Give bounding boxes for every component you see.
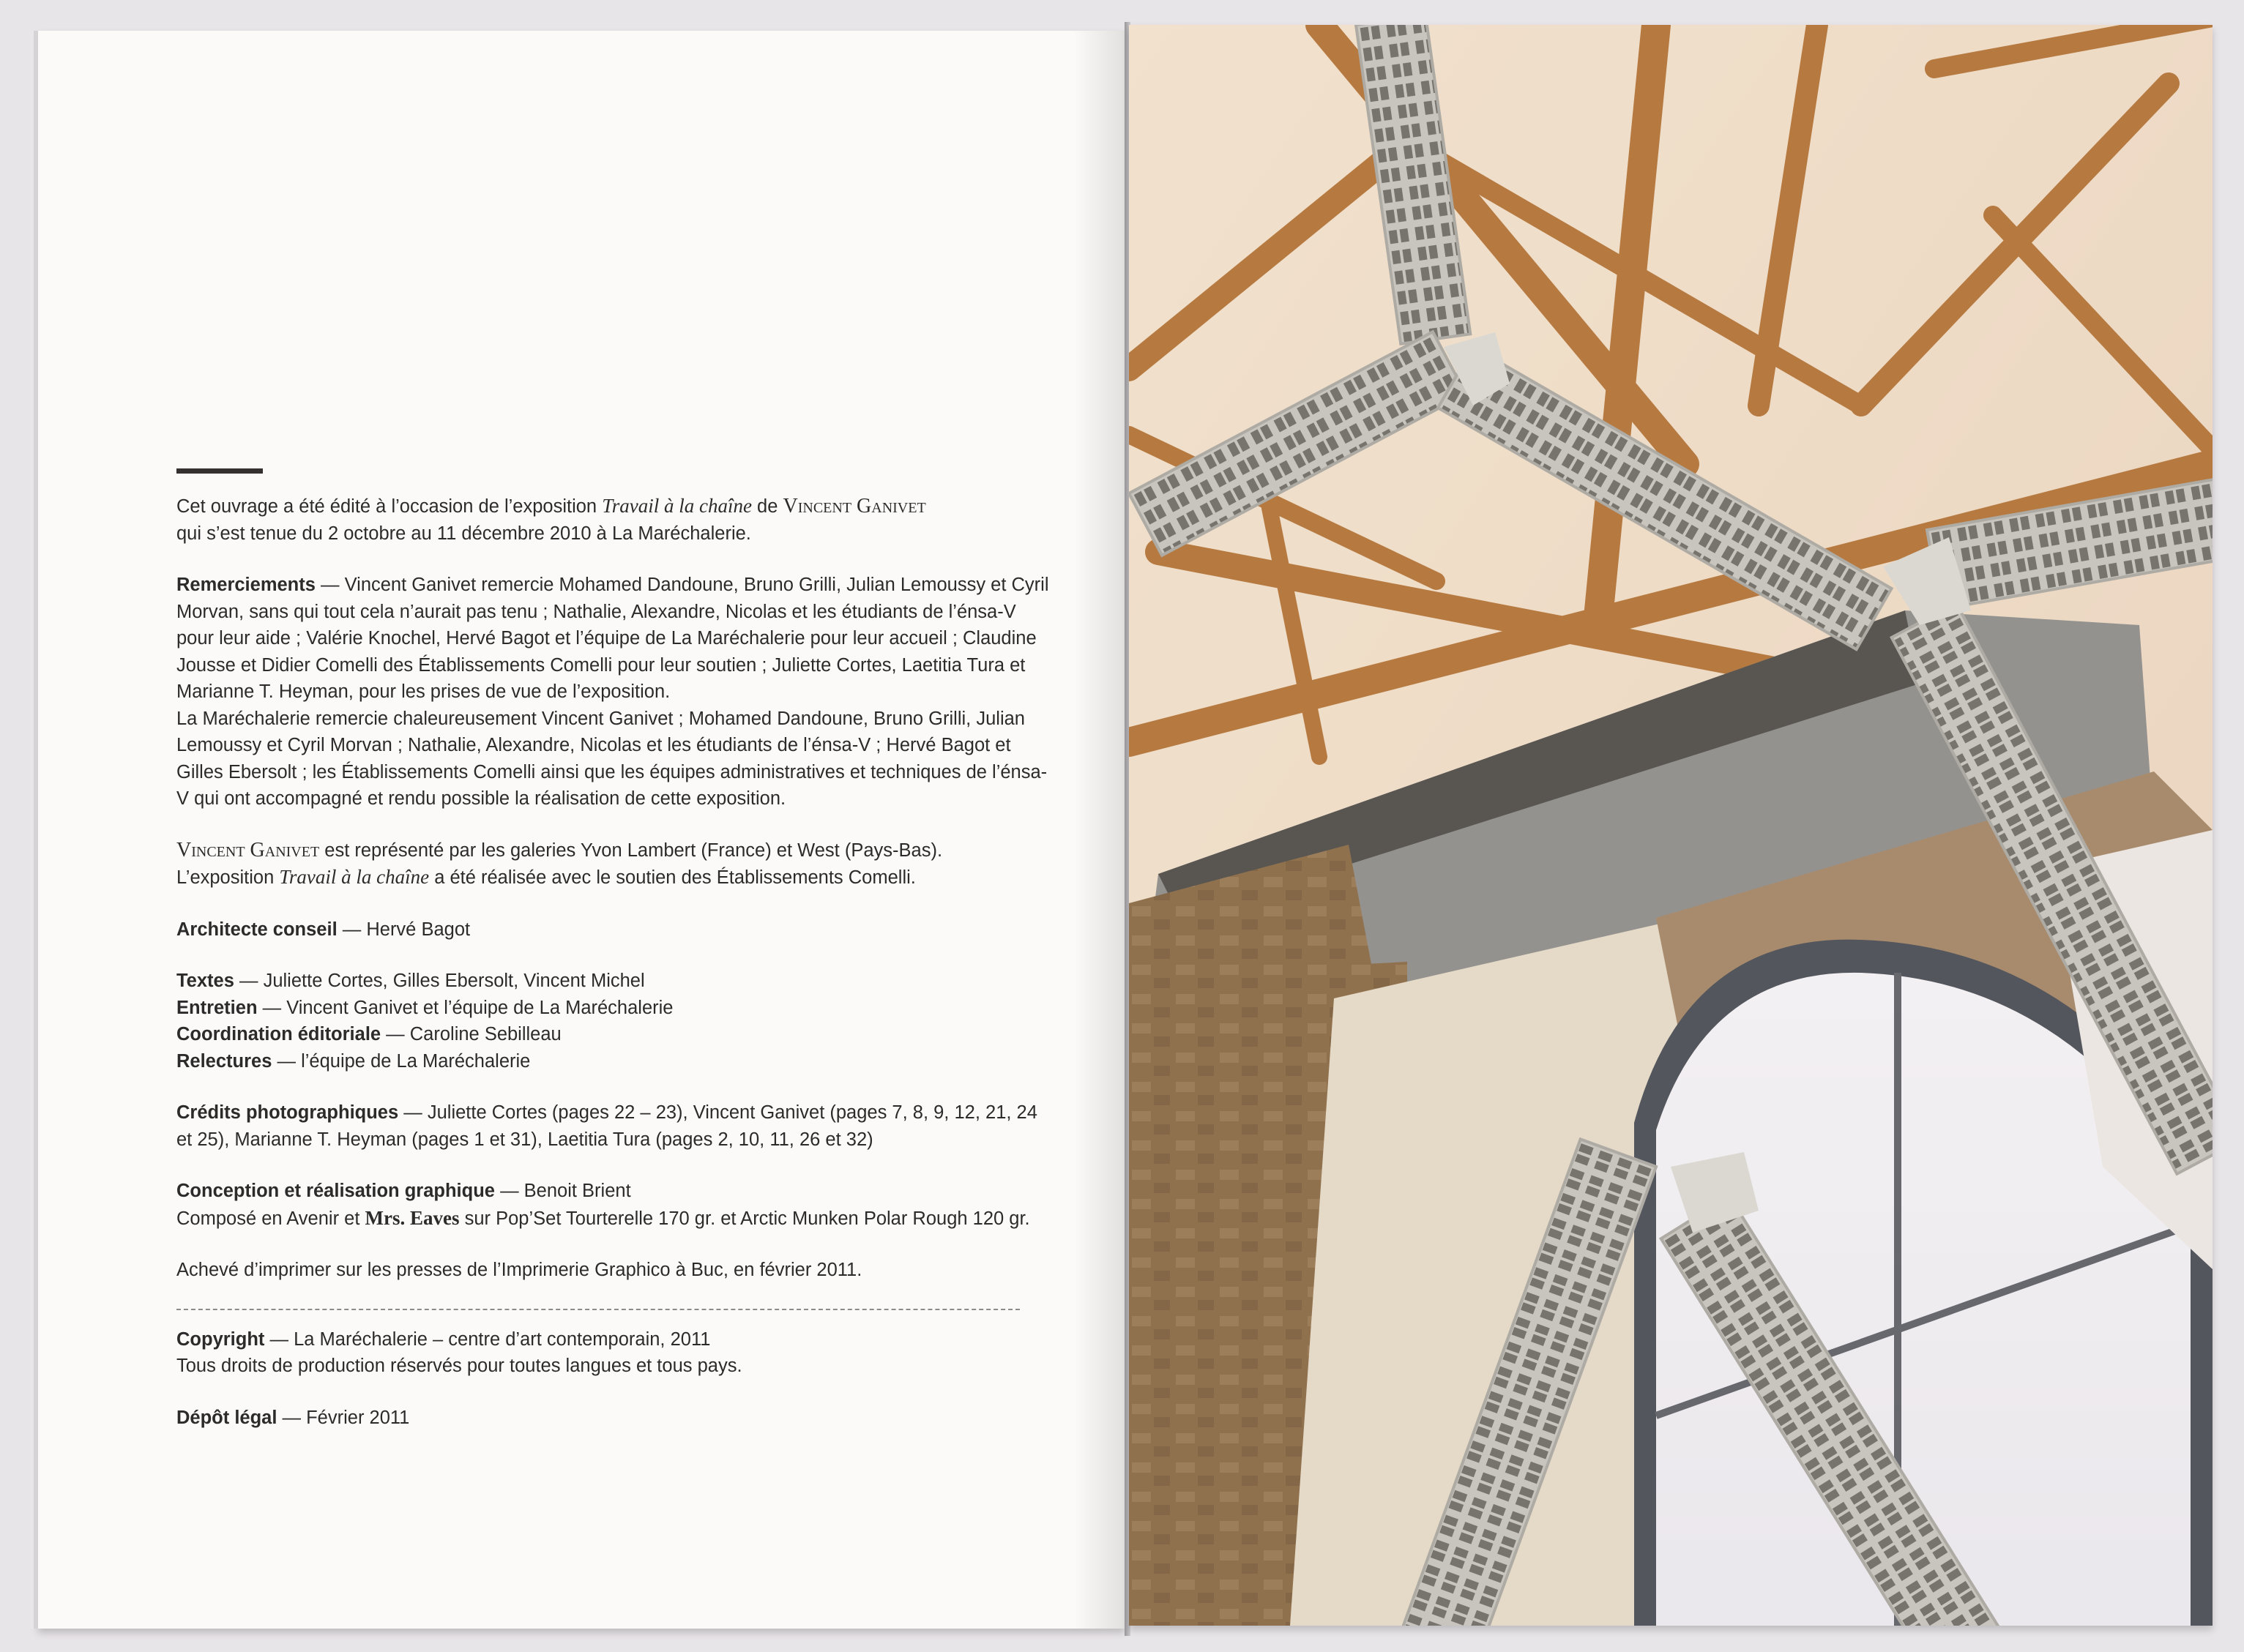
gallery-text: est représenté par les galeries Yvon Lambert (France) et West (Pays-Bas). (319, 840, 943, 861)
installation-photo-drawing (1129, 25, 2213, 1626)
colophon-rule (176, 468, 263, 474)
architect-label: Architecte conseil (176, 919, 338, 940)
printing-note (176, 1257, 1055, 1284)
credit-value: — l’équipe de La Maréchalerie (272, 1050, 531, 1072)
credit-label: Relectures (176, 1050, 272, 1072)
support-text-end: a été réalisée avec le soutien des Établissements Comelli. (429, 867, 916, 888)
credit-label: Textes (176, 971, 234, 991)
representation (176, 837, 1055, 892)
rights-text: Tous droits de production réservés pour toutes langues et tous pays. (176, 1356, 742, 1376)
credit-label: Entretien (176, 997, 258, 1018)
editorial-credits (176, 968, 1055, 1074)
edition-dates: qui s’est tenue du 2 octobre au 11 décembre 2010 à La Maréchalerie. (176, 523, 751, 544)
edition-text: Cet ouvrage a été édité à l’occasion de l’exposition (176, 496, 603, 517)
legal-label: Dépôt légal (176, 1407, 277, 1428)
copyright (176, 1326, 1055, 1380)
copyright-label: Copyright (176, 1328, 265, 1350)
acknowledgements (176, 572, 1055, 812)
colophon (176, 468, 1055, 1456)
credit-value: — Juliette Cortes, Gilles Ebersolt, Vincent Michel (234, 971, 645, 991)
installation-photo (1129, 25, 2213, 1626)
photo-credits-label: Crédits photographiques (176, 1102, 399, 1123)
architect-value: — Hervé Bagot (337, 919, 471, 940)
paper-text: sur Pop’Set Tourterelle 170 gr. et Arctic Munken Polar Rough 120 gr. (459, 1208, 1030, 1229)
printing-text: Achevé d’imprimer sur les presses de l’Imprimerie Graphico à Buc, en février 2011. (176, 1260, 862, 1280)
support-text: L’exposition (176, 867, 280, 888)
acknowledgements-label: Remerciements (176, 575, 316, 595)
dashed-divider (176, 1309, 1020, 1310)
artist-name: Vincent Ganivet (176, 838, 320, 861)
copyright-value: — La Maréchalerie – centre d’art contemporain, 2011 (264, 1328, 711, 1350)
exhibition-title: Travail à la chaîne (279, 866, 430, 888)
left-page (38, 31, 1125, 1629)
design-value: — Benoit Brient (494, 1181, 631, 1201)
credit-value: — Caroline Sebilleau (381, 1024, 562, 1044)
font-name: Mrs. Eaves (365, 1206, 460, 1229)
architect-credit (176, 916, 1055, 943)
typeset-text: Composé en Avenir et (176, 1208, 365, 1229)
edition-note (176, 493, 1055, 547)
design-credits (176, 1178, 1055, 1232)
artist-name: Vincent Ganivet (783, 495, 926, 517)
legal-value: — Février 2011 (277, 1407, 410, 1428)
edition-text-de: de (751, 496, 783, 517)
acknowledgements-venue: La Maréchalerie remercie chaleureusement Vincent Ganivet ; Mohamed Dandoune, Bruno Grilli, Julian Lemoussy et Cyril Morvan ; Nathalie, Alexandre, Nicolas et les étudiants de l’énsa-V ; Hervé Bagot et Gilles Ebersolt ; les Établissements Comelli ainsi que les équipes administratives et techniques de l’énsa-V qui ont accompagné et rendu possible la réalisation de cette exposition. (176, 708, 1048, 809)
design-label: Conception et réalisation graphique (176, 1181, 495, 1201)
photo-credits (176, 1099, 1055, 1153)
photo-credits-value: — Juliette Cortes (pages 22 – 23), Vincent Ganivet (pages 7, 8, 9, 12, 21, 24 et 25), Marianne T. Heyman (pages 1 et 31), Laetitia Tura (pages 2, 10, 11, 26 et 32) (176, 1102, 1037, 1150)
credit-label: Coordination éditoriale (176, 1024, 381, 1044)
exhibition-title: Travail à la chaîne (602, 495, 752, 517)
acknowledgements-artist: — Vincent Ganivet remercie Mohamed Dandoune, Bruno Grilli, Julian Lemoussy et Cyril Morvan, sans qui tout cela n’aurait pas tenu ; Nathalie, Alexandre, Nicolas et les étudiants de l’énsa-V pour leur aide ; Valérie Knochel, Hervé Bagot et l’équipe de La Maréchalerie pour leur accueil ; Claudine Jousse et Didier Comelli des Établissements Comelli pour leur soutien ; Juliette Cortes, Laetitia Tura et Marianne T. Heyman, pour les prises de vue de l’exposition. (176, 575, 1049, 702)
credit-value: — Vincent Ganivet et l’équipe de La Maréchalerie (257, 997, 674, 1018)
legal-deposit (176, 1405, 1055, 1432)
